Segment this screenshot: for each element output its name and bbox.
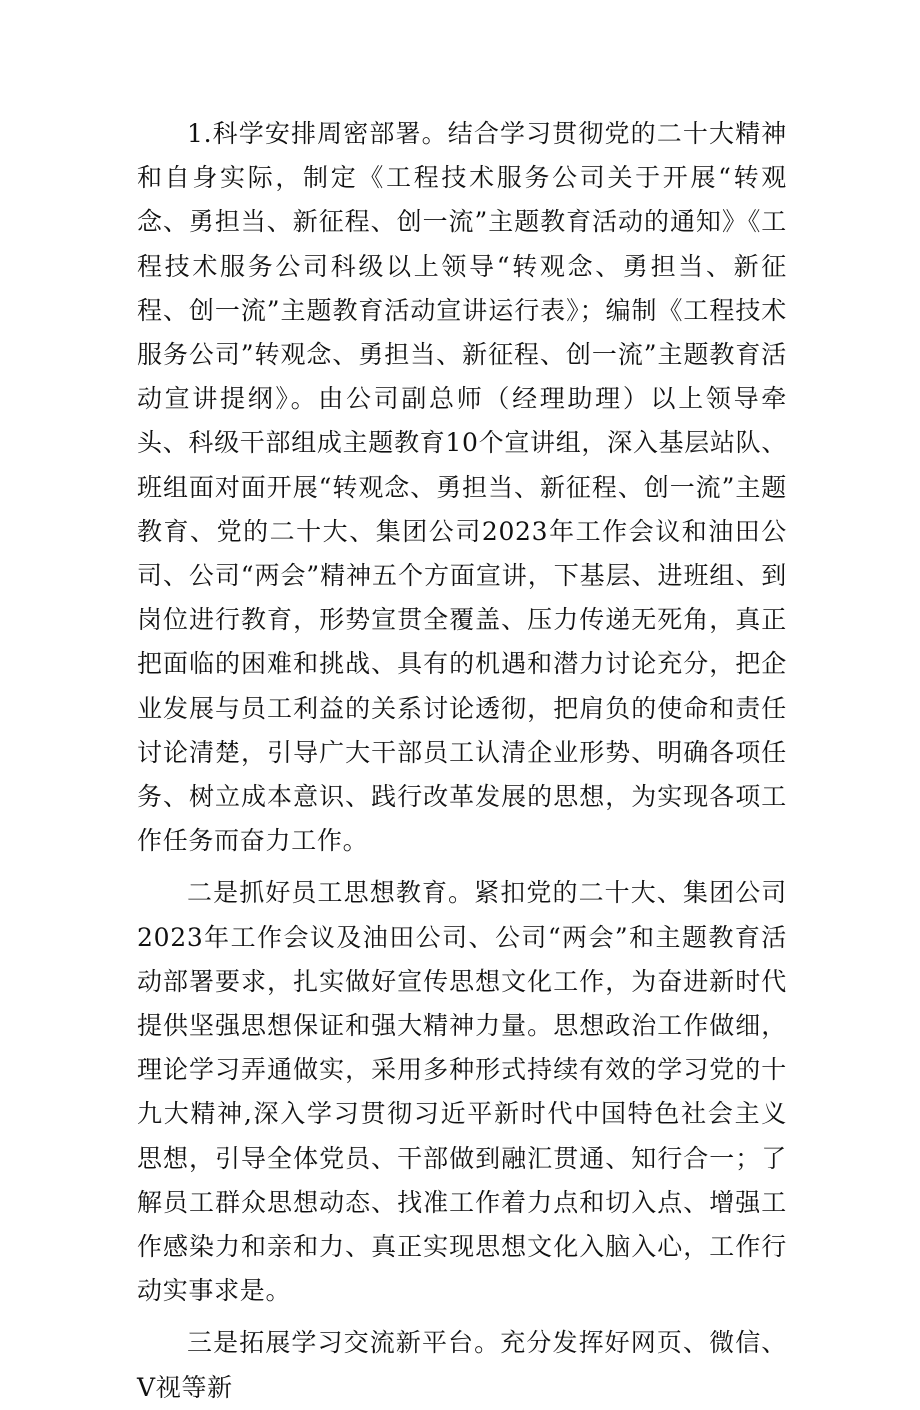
- paragraph-2: 二是抓好员工思想教育。紧扣党的二十大、集团公司2023年工作会议及油田公司、公司“两会”和主题教育活动部署要求，扎实做好宣传思想文化工作，为奋进新时代提供坚强思想保证和强大精神力量。思想政治工作做细，理论学习弄通做实，采用多种形式持续有效的学习党的十九大精神,深入学习贯彻习近平新时代中国特色社会主义思想，引导全体党员、干部做到融汇贯通、知行合一；了解员工群众思想动态、找准工作着力点和切入点、增强工作感染力和亲和力、真正实现思想文化入脑入心，工作行动实事求是。: [137, 878, 787, 1306]
- paragraph-1: 1.科学安排周密部署。结合学习贯彻党的二十大精神和自身实际，制定《工程技术服务公司关于开展“转观念、勇担当、新征程、创一流”主题教育活动的通知》《工程技术服务公司科级以上领导“转观念、勇担当、新征程、创一流”主题教育活动宣讲运行表》；编制《工程技术服务公司”转观念、勇担当、新征程、创一流”主题教育活动宣讲提纲》。由公司副总师（经理助理）以上领导牵头、科级干部组成主题教育10个宣讲组，深入基层站队、班组面对面开展“转观念、勇担当、新征程、创一流”主题教育、党的二十大、集团公司2023年工作会议和油田公司、公司“两会”精神五个方面宣讲，下基层、进班组、到岗位进行教育，形势宣贯全覆盖、压力传递无死角，真正把面临的困难和挑战、具有的机遇和潜力讨论充分，把企业发展与员工利益的关系讨论透彻，把肩负的使命和责任讨论清楚，引导广大干部员工认清企业形势、明确各项任务、树立成本意识、践行改革发展的思想，为实现各项工作任务而奋力工作。: [137, 119, 788, 856]
- paragraph-3: 三是拓展学习交流新平台。充分发挥好网页、微信、V视等新: [137, 1328, 787, 1402]
- document-body: [137, 112, 787, 1410]
